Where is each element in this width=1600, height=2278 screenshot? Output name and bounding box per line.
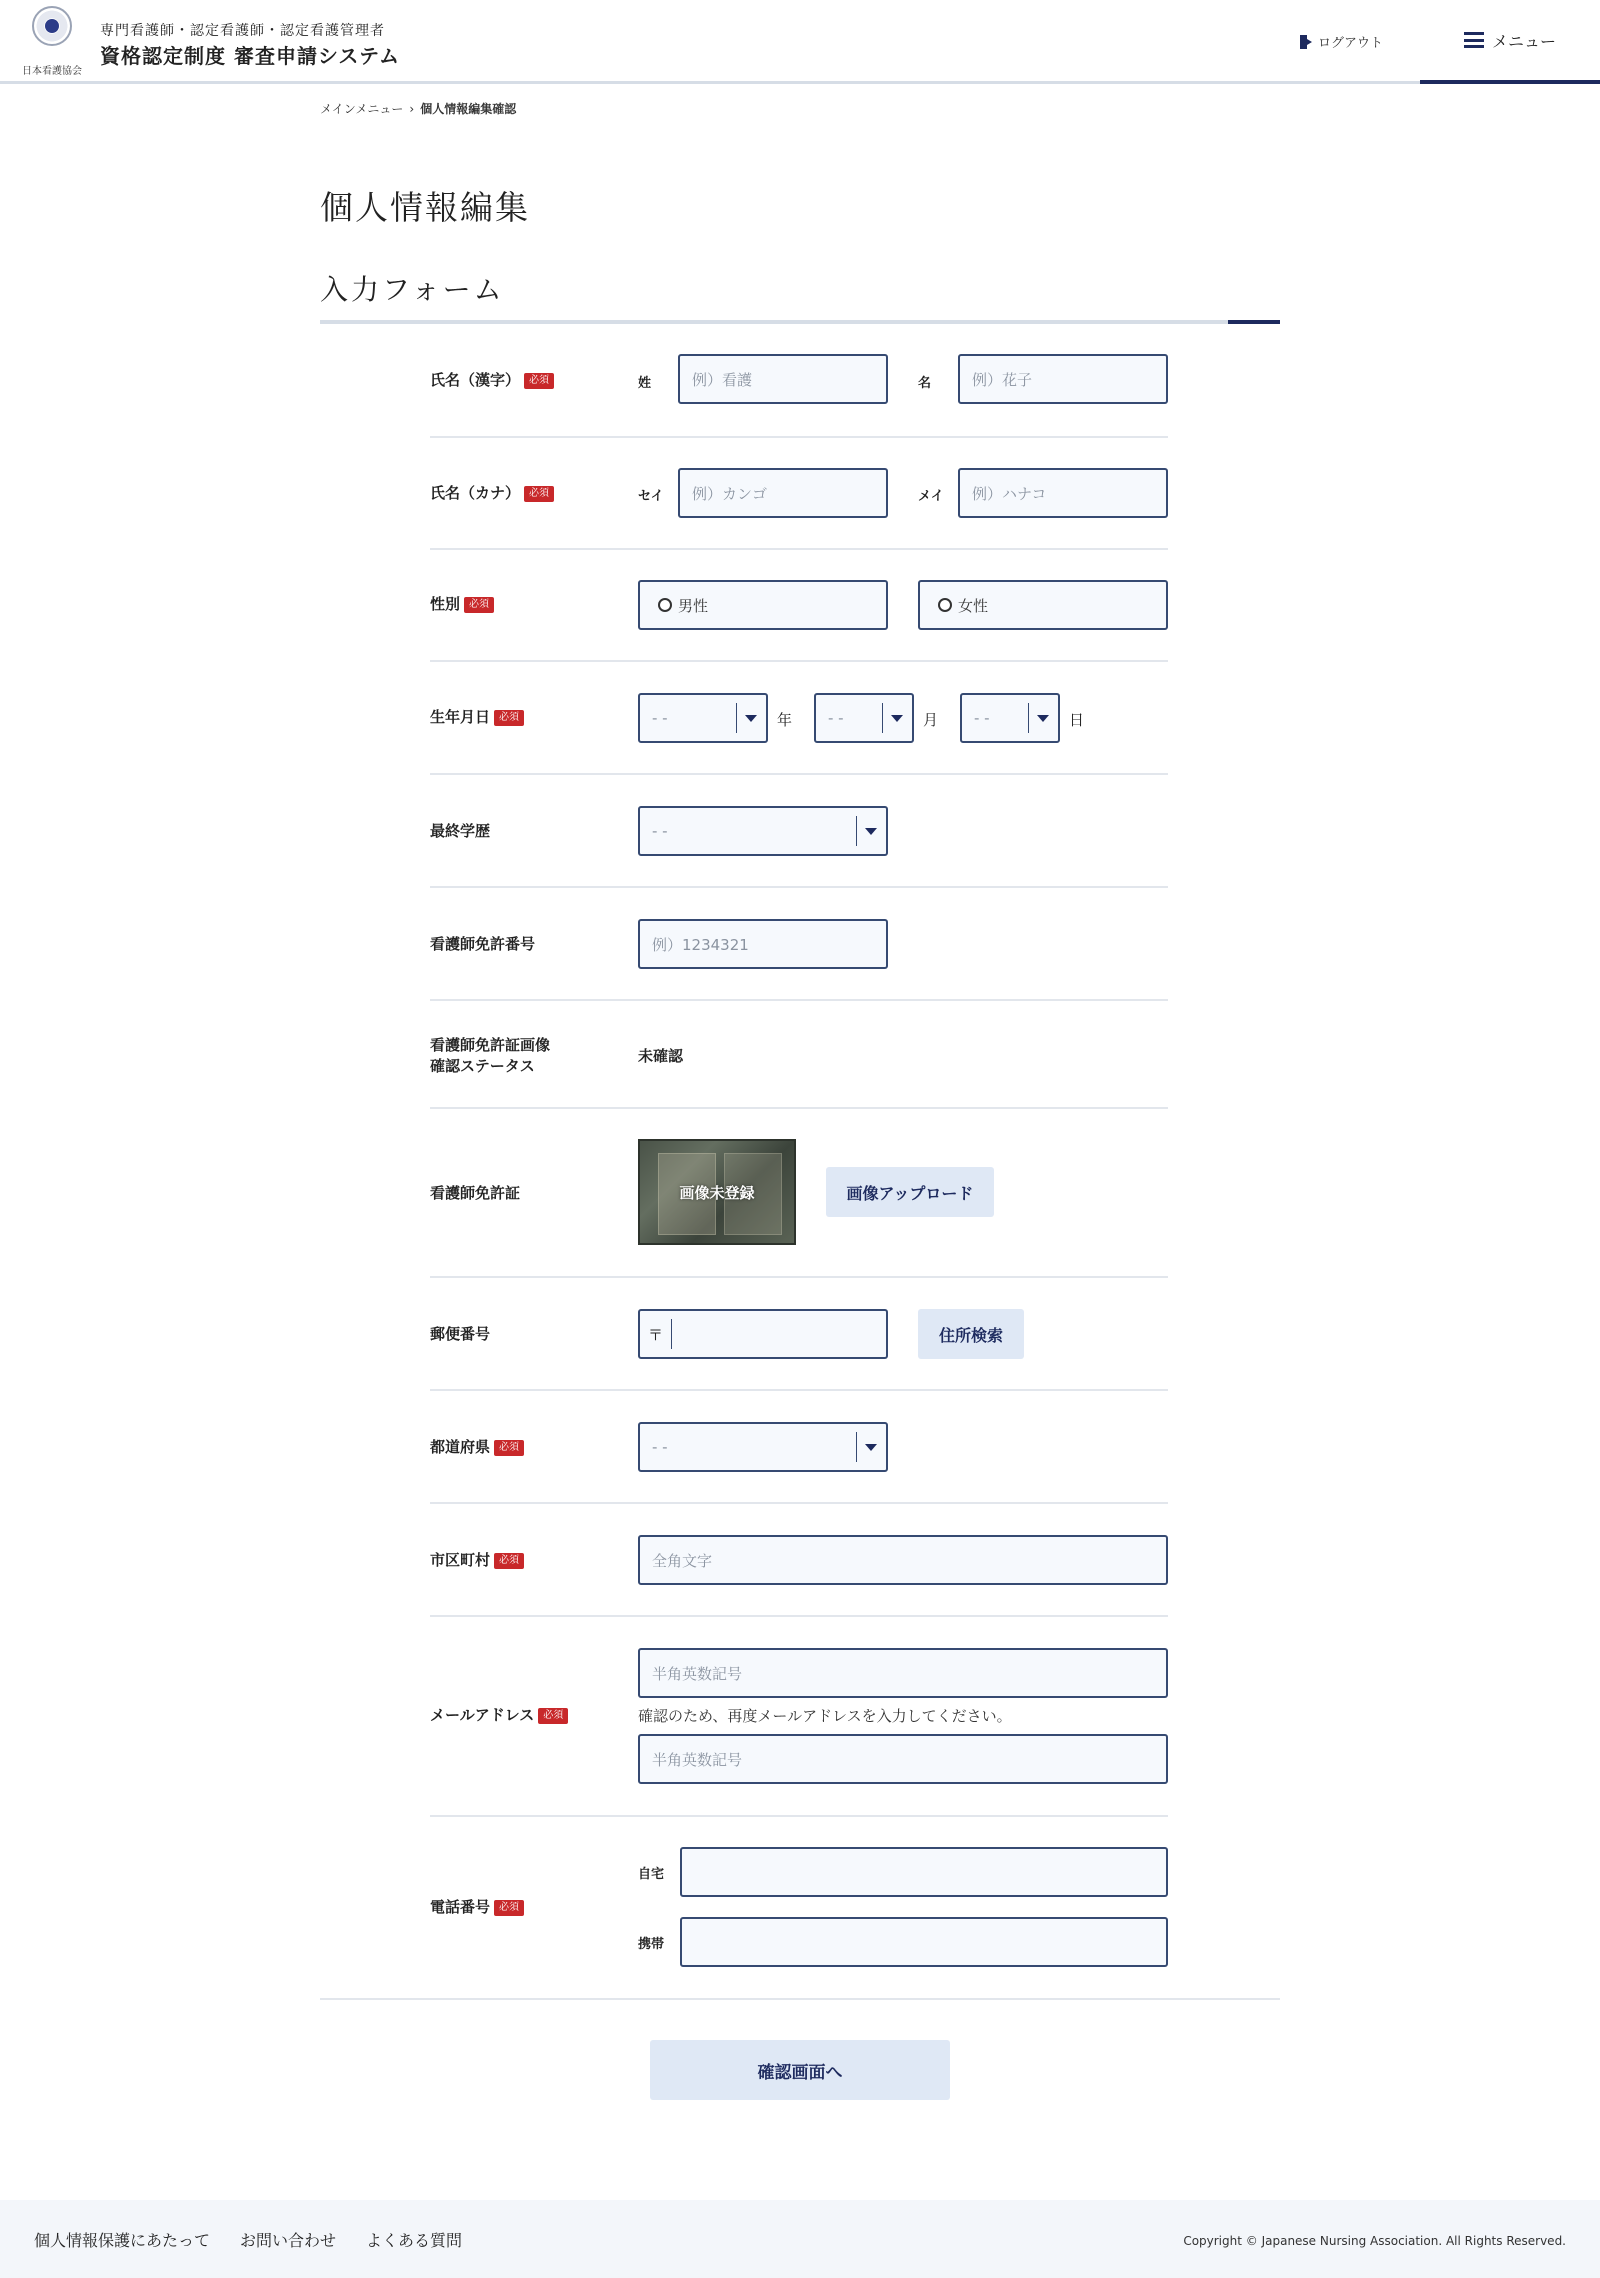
menu-button[interactable] [1420, 0, 1600, 84]
birth-month-value: - - [828, 709, 844, 727]
chevron-down-icon [856, 816, 886, 846]
gender-label-text: 性別 [430, 595, 461, 613]
prefecture-value: - - [652, 1438, 668, 1456]
breadcrumb-current: 個人情報編集確認 [420, 102, 517, 116]
month-unit: 月 [923, 711, 939, 729]
gender-female-radio[interactable] [918, 580, 1168, 630]
first-name-kana-input[interactable]: 例）ハナコ [958, 468, 1168, 518]
required-badge: 必須 [524, 486, 554, 502]
gender-female-label: 女性 [958, 596, 989, 615]
breadcrumb [320, 100, 516, 117]
last-name-kana-input[interactable]: 例）カンゴ [678, 468, 888, 518]
breadcrumb-separator-icon: › [409, 101, 415, 116]
header-subtitle: 専門看護師・認定看護師・認定看護管理者 [100, 23, 385, 39]
form-row-postal [430, 1278, 1168, 1391]
form-row-license-number [430, 888, 1168, 1001]
logo-text: 日本看護協会 [22, 66, 82, 77]
association-logo[interactable] [18, 6, 86, 78]
email-confirm-input[interactable]: 半角英数記号 [638, 1734, 1168, 1784]
radio-circle-icon [938, 598, 952, 612]
name-kana-label [430, 483, 554, 504]
header-title: 資格認定制度 審査申請システム [100, 44, 400, 68]
chevron-down-icon [1028, 703, 1058, 733]
phone-home-label: 自宅 [638, 1867, 665, 1882]
site-header [0, 0, 1600, 84]
license-image-label [430, 1183, 520, 1204]
birth-year-select[interactable] [638, 693, 768, 743]
menu-label: メニュー [1491, 31, 1556, 51]
footer-link-contact[interactable]: お問い合わせ [240, 2231, 337, 2250]
footer-links [34, 2228, 462, 2251]
email-confirm-note: 確認のため、再度メールアドレスを入力してください。 [638, 1707, 1012, 1725]
phone-mobile-label: 携帯 [638, 1937, 665, 1952]
image-upload-button[interactable]: 画像アップロード [826, 1167, 994, 1217]
footer-link-faq[interactable]: よくある質問 [366, 2231, 463, 2250]
postal-mark-icon: 〒 [648, 1319, 672, 1349]
form-row-license-image [430, 1109, 1168, 1278]
license-status-label-line2: 確認ステータス [430, 1057, 535, 1075]
email-label [430, 1705, 568, 1726]
license-image-preview [638, 1139, 796, 1245]
email-input[interactable]: 半角英数記号 [638, 1648, 1168, 1698]
last-name-kana-label: セイ [638, 489, 664, 504]
name-kanji-label-text: 氏名（漢字） [430, 371, 521, 389]
form-row-name-kana [430, 438, 1168, 550]
education-select[interactable] [638, 806, 888, 856]
first-name-label: 名 [918, 376, 932, 391]
logout-label: ログアウト [1318, 36, 1384, 51]
name-kana-label-text: 氏名（カナ） [430, 484, 521, 502]
form-row-phone [430, 1817, 1168, 1998]
required-badge: 必須 [494, 1553, 524, 1569]
name-kanji-label [430, 370, 554, 391]
logout-link[interactable] [1300, 32, 1383, 51]
license-image-placeholder-text: 画像未登録 [679, 1183, 755, 1202]
hamburger-icon [1464, 32, 1484, 48]
license-status-value: 未確認 [638, 1047, 684, 1065]
city-label-text: 市区町村 [430, 1551, 491, 1569]
birth-year-value: - - [652, 709, 668, 727]
required-badge: 必須 [524, 373, 554, 389]
form-row-education [430, 775, 1168, 888]
postal-label-text: 郵便番号 [430, 1325, 491, 1343]
phone-label [430, 1897, 524, 1918]
radio-circle-icon [658, 598, 672, 612]
section-title: 入力フォーム [320, 273, 505, 306]
year-unit: 年 [777, 711, 793, 729]
first-name-kanji-input[interactable]: 例）花子 [958, 354, 1168, 404]
logout-icon [1300, 35, 1312, 49]
gender-male-radio[interactable] [638, 580, 888, 630]
license-status-label [430, 1035, 550, 1077]
form-bottom-divider [320, 1998, 1280, 2000]
breadcrumb-home[interactable]: メインメニュー [320, 102, 404, 116]
postal-code-input[interactable] [638, 1309, 888, 1359]
form-row-name-kanji [430, 324, 1168, 438]
chevron-down-icon [736, 703, 766, 733]
copyright-text: Copyright © Japanese Nursing Association. All Rights Reserved. [1183, 2234, 1566, 2248]
form-row-birthdate [430, 662, 1168, 775]
chevron-down-icon [882, 703, 912, 733]
chevron-down-icon [856, 1432, 886, 1462]
prefecture-label-text: 都道府県 [430, 1438, 491, 1456]
form-row-city [430, 1504, 1168, 1617]
required-badge: 必須 [538, 1708, 568, 1724]
license-status-label-line1: 看護師免許証画像 [430, 1036, 551, 1054]
education-label [430, 821, 490, 842]
form-row-license-status [430, 1001, 1168, 1109]
prefecture-select[interactable] [638, 1422, 888, 1472]
license-number-label-text: 看護師免許番号 [430, 935, 536, 953]
day-unit: 日 [1069, 711, 1085, 729]
address-search-button[interactable]: 住所検索 [918, 1309, 1024, 1359]
education-value: - - [652, 822, 668, 840]
confirm-button[interactable]: 確認画面へ [650, 2040, 950, 2100]
birth-month-select[interactable] [814, 693, 914, 743]
phone-mobile-input[interactable] [680, 1917, 1168, 1967]
footer-link-privacy[interactable]: 個人情報保護にあたって [34, 2231, 211, 2250]
birth-day-value: - - [974, 709, 990, 727]
education-label-text: 最終学歴 [430, 822, 491, 840]
form-row-prefecture [430, 1391, 1168, 1504]
required-badge: 必須 [494, 710, 524, 726]
required-badge: 必須 [494, 1440, 524, 1456]
license-image-label-text: 看護師免許証 [430, 1184, 521, 1202]
phone-home-input[interactable] [680, 1847, 1168, 1897]
postal-label [430, 1324, 490, 1345]
birthdate-label-text: 生年月日 [430, 708, 491, 726]
prefecture-label [430, 1437, 524, 1458]
license-number-label [430, 934, 535, 955]
email-label-text: メールアドレス [430, 1706, 535, 1724]
gender-male-label: 男性 [678, 596, 709, 615]
first-name-kana-label: メイ [918, 489, 944, 504]
required-badge: 必須 [494, 1900, 524, 1916]
site-footer [0, 2200, 1600, 2278]
phone-label-text: 電話番号 [430, 1898, 491, 1916]
birthdate-label [430, 707, 524, 728]
page-title: 個人情報編集 [320, 188, 530, 227]
required-badge: 必須 [464, 597, 494, 613]
last-name-kanji-input[interactable]: 例）看護 [678, 354, 888, 404]
form-row-email [430, 1617, 1168, 1817]
last-name-label: 姓 [638, 376, 652, 391]
logo-emblem-icon [32, 6, 72, 46]
birth-day-select[interactable] [960, 693, 1060, 743]
license-number-input[interactable]: 例）1234321 [638, 919, 888, 969]
city-input[interactable]: 全角文字 [638, 1535, 1168, 1585]
form-row-gender [430, 550, 1168, 662]
gender-label [430, 594, 494, 615]
city-label [430, 1550, 524, 1571]
